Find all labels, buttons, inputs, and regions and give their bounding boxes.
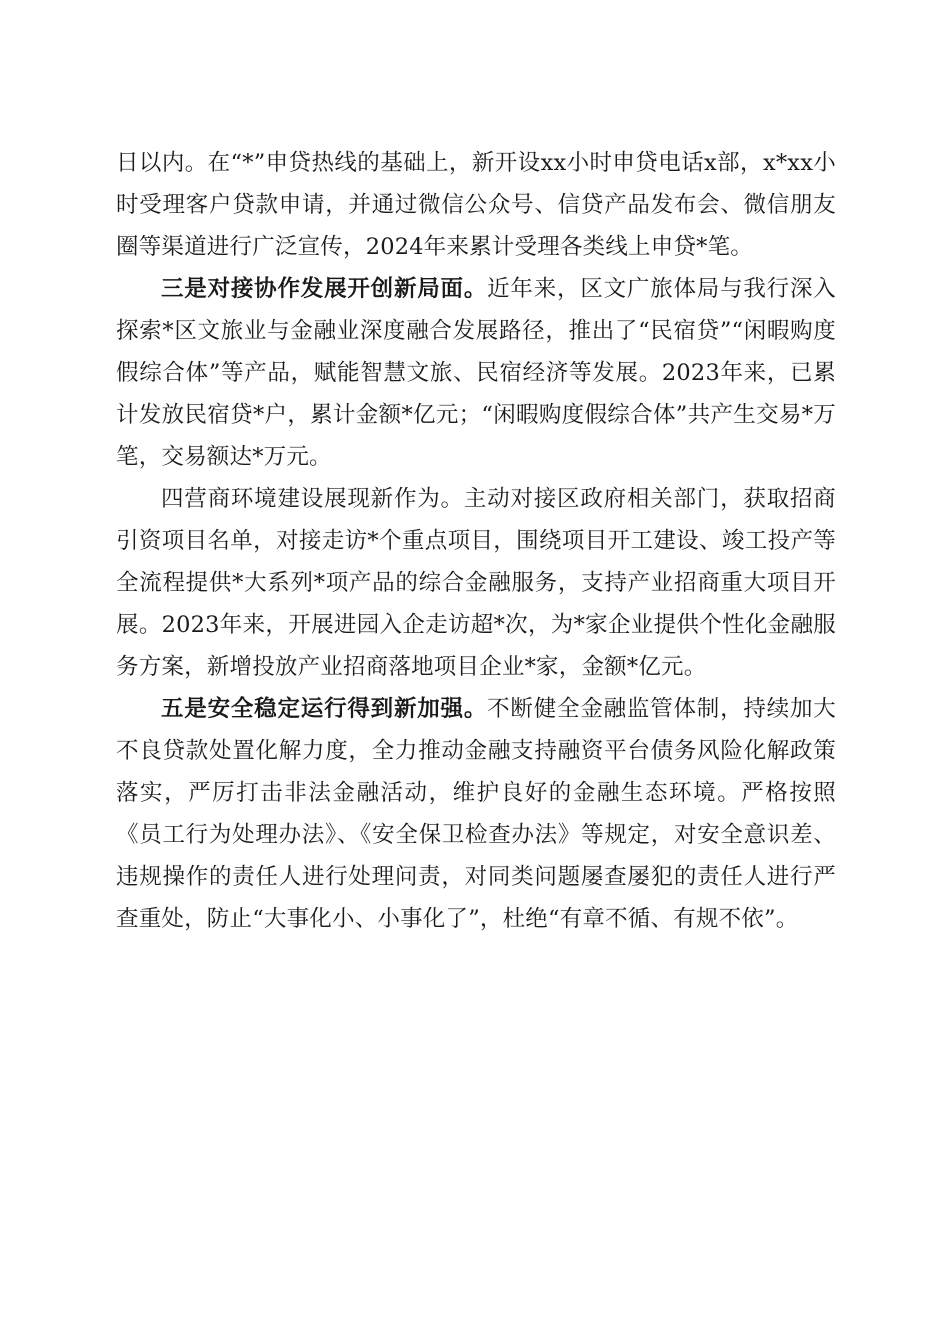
paragraph-continuation <box>116 142 836 268</box>
paragraph-heading: 五是安全稳定运行得到新加强。 <box>161 696 488 722</box>
paragraph-business-environment <box>116 478 836 688</box>
paragraph-text: 日以内。在“*”申贷热线的基础上，新开设xx小时申贷电话x部，x*xx小时受理客户贷款申请，并通过微信公众号、信贷产品发布会、微信朋友圈等渠道进行广泛宣传，2024年来累计受理各类线上申贷*笔。 <box>116 150 836 260</box>
paragraph-security <box>116 688 836 940</box>
paragraph-text: 不断健全金融监管体制，持续加大不良贷款处置化解力度，全力推动金融支持融资平台债务风险化解政策落实，严厉打击非法金融活动，维护良好的金融生态环境。严格按照《员工行为处理办法》、《安全保卫检查办法》等规定，对安全意识差、违规操作的责任人进行处理问责，对同类问题屡查屡犯的责任人进行严查重处，防止“大事化小、小事化了”，杜绝“有章不循、有规不依”。 <box>116 696 836 932</box>
paragraph-cooperation <box>116 268 836 478</box>
paragraph-text: 四营商环境建设展现新作为。主动对接区政府相关部门，获取招商引资项目名单，对接走访*个重点项目，围绕项目开工建设、竣工投产等全流程提供*大系列*项产品的综合金融服务，支持产业招商重大项目开展。2023年来，开展进园入企走访超*次，为*家企业提供个性化金融服务方案，新增投放产业招商落地项目企业*家，金额*亿元。 <box>116 486 836 680</box>
paragraph-heading: 三是对接协作发展开创新局面。 <box>161 276 488 302</box>
paragraph-text: 近年来，区文广旅体局与我行深入探索*区文旅业与金融业深度融合发展路径，推出了“民宿贷”“闲暇购度假综合体”等产品，赋能智慧文旅、民宿经济等发展。2023年来，已累计发放民宿贷*户，累计金额*亿元；“闲暇购度假综合体”共产生交易*万笔，交易额达*万元。 <box>116 276 836 470</box>
document-body <box>116 142 836 940</box>
